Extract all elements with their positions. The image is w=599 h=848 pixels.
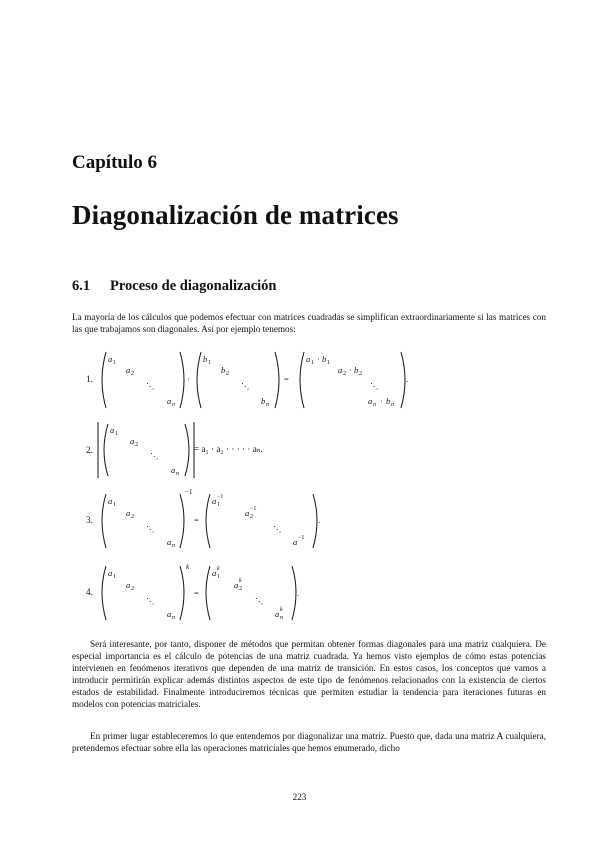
svg-text:b: b [354,365,359,375]
svg-text:−1: −1 [250,506,257,512]
equation-3 [102,488,320,549]
svg-text:a: a [108,354,113,364]
svg-text:a: a [306,354,311,364]
svg-text:⋱: ⋱ [370,381,379,391]
paragraph-2-text: Será interesante, por tanto, disponer de métodos que permitan obtener formas diagonales para una matriz cualquiera. De especial importancia es el cálculo de potencias de una matriz cuadrada. Ya hemos visto ejemplos de cómo estas potencias intervienen en fenómenos iterativos que dependen de una matriz de transición. En estos casos, los conceptos que vamos a introducir permitirán explicar además distintos aspectos de este tipo de fenómenos relacionados con la existencia de ciertos estados de estabilidad. Finalmente introduciremos técnicas que permiten estudiar la tendencia para iteraciones futuras en modelos con potencias matriciales. [72,639,546,710]
svg-text:2: 2 [131,586,134,592]
svg-text:a: a [212,568,217,578]
svg-text:1: 1 [113,360,116,366]
section-title: Proceso de diagonalización [110,278,277,294]
svg-text:−1: −1 [298,535,305,541]
svg-text:1: 1 [327,360,330,366]
equation-4 [102,563,299,621]
svg-text:.: . [318,515,321,525]
svg-text:a: a [234,580,239,590]
svg-text:a: a [167,396,172,406]
svg-text:a: a [293,537,298,547]
svg-text:·: · [349,365,352,375]
svg-text:a: a [171,465,176,475]
svg-text:⋱: ⋱ [273,524,282,534]
svg-text:b: b [203,354,208,364]
svg-text:2: 2 [343,371,346,377]
svg-text:n: n [172,543,175,549]
item-number-2: 2. [86,445,93,455]
intro-text: La mayoría de los cálculos que podemos efectuar con matrices cuadradas se simplifican extraordinariamente si las matrices con las que trabajamos son diagonales. Así por ejemplo tenemos: [72,312,546,335]
svg-text:n: n [172,615,175,621]
svg-text:b: b [221,365,226,375]
section-number: 6.1 [72,278,91,294]
svg-text:=: = [194,588,199,598]
svg-text:.: . [406,374,409,384]
svg-text:=: = [284,374,289,384]
svg-text:k: k [217,566,220,572]
svg-text:a: a [126,580,131,590]
svg-text:⋱: ⋱ [255,596,264,606]
svg-text:1: 1 [113,574,116,580]
svg-text:2: 2 [135,442,138,448]
svg-text:a: a [167,609,172,619]
paragraph-2 [72,638,546,711]
svg-text:1: 1 [115,431,118,437]
svg-text:a: a [108,496,113,506]
svg-text:a: a [338,365,343,375]
svg-text:a: a [245,508,250,518]
svg-text:a: a [167,537,172,547]
svg-text:a: a [368,396,373,406]
svg-text:2: 2 [131,514,134,520]
svg-text:2: 2 [250,514,253,520]
svg-text:1: 1 [113,502,116,508]
svg-text:·: · [317,354,320,364]
svg-text:a: a [130,436,135,446]
svg-text:n: n [266,402,269,408]
paragraph-3-text: En primer lugar estableceremos lo que entendemos por diagonalizar una matriz. Puesto que, dada una matriz A cualquiera, pretendemos efectuar sobre ella las operaciones matriciales que hemos enumerado, dicho [72,731,546,754]
equation-2-rhs: = a₁ · a₂ · · · · · aₙ. [194,444,263,454]
svg-text:1: 1 [311,360,314,366]
svg-text:1: 1 [217,502,220,508]
svg-text:·: · [380,396,383,406]
svg-text:⋱: ⋱ [146,524,155,534]
svg-text:a: a [110,425,115,435]
svg-text:k: k [280,607,283,613]
svg-text:n: n [391,402,394,408]
svg-text:2: 2 [131,371,134,377]
svg-text:b: b [386,396,391,406]
svg-text:2: 2 [226,371,229,377]
svg-text:⋱: ⋱ [241,381,250,391]
svg-text:=: = [194,515,199,525]
svg-text:n: n [280,615,283,621]
svg-text:k: k [239,578,242,584]
svg-text:·: · [187,374,190,384]
page-number: 223 [292,792,307,802]
svg-text:n: n [373,402,376,408]
svg-text:1: 1 [208,360,211,366]
equation-2 [98,422,194,478]
chapter-title: Diagonalización de matrices [72,200,399,230]
svg-text:−1: −1 [217,494,224,500]
svg-text:a: a [108,568,113,578]
item-number-3: 3. [86,515,93,525]
svg-text:n: n [176,471,179,477]
paragraph-3 [72,730,546,754]
svg-text:a: a [126,365,131,375]
item-number-1: 1. [86,374,93,384]
svg-text:a: a [126,508,131,518]
svg-text:2: 2 [239,586,242,592]
svg-text:n: n [172,402,175,408]
svg-text:a: a [212,496,217,506]
item-number-4: 4. [86,587,93,597]
svg-text:⋱: ⋱ [146,381,155,391]
svg-text:k: k [186,563,190,571]
svg-text:b: b [322,354,327,364]
chapter-label: Capítulo 6 [72,152,157,173]
svg-text:2: 2 [359,371,362,377]
svg-text:b: b [261,396,266,406]
svg-text:a: a [275,609,280,619]
svg-text:1: 1 [217,574,220,580]
svg-text:⋱: ⋱ [146,596,155,606]
svg-text:⋱: ⋱ [150,451,159,461]
svg-text:.: . [297,588,300,598]
svg-text:−1: −1 [185,488,193,496]
